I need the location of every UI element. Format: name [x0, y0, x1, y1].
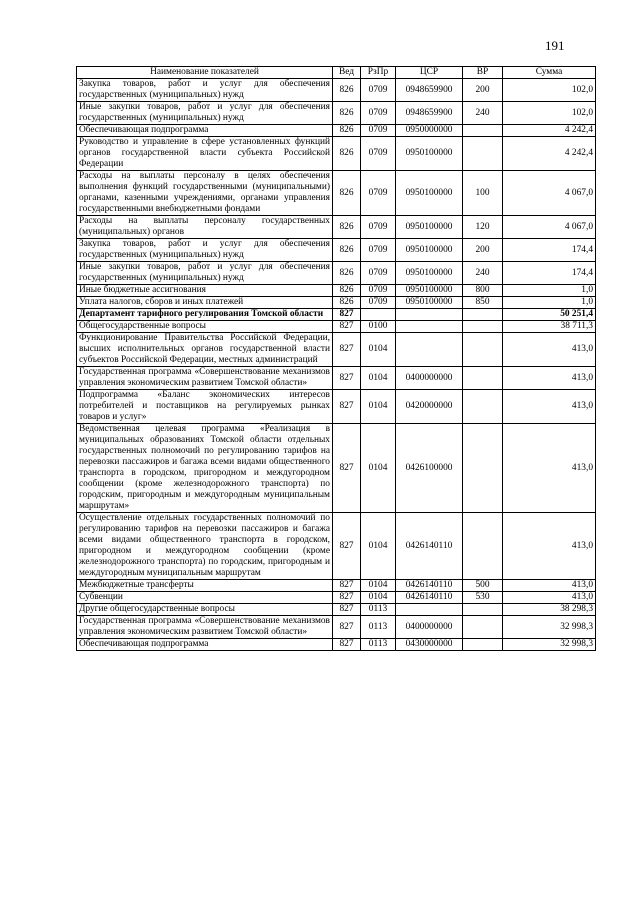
- row-name: Государственная программа «Совершенствование механизмов управления экономическим развитием Томской области»: [77, 616, 333, 639]
- table-row: [77, 592, 596, 604]
- row-vr: 500: [463, 580, 503, 592]
- table-row: [77, 102, 596, 125]
- row-rzpr: 0709: [361, 285, 396, 297]
- row-rzpr: 0709: [361, 262, 396, 285]
- row-sum: 38 298,3: [503, 604, 596, 616]
- header-ved: Вед: [333, 67, 361, 79]
- row-name: Ведомственная целевая программа «Реализация в муниципальных образованиях Томской области отдельных государственных полномочий по регулированию тарифов на перевозки пассажиров и багажа всеми видами общественного транспорта в городском, пригородном и междугородном сообщении (кроме железнодорожного транспорта) по городским, пригородным и междугородным муниципальным маршрутам»: [77, 424, 333, 513]
- table-row: [77, 333, 596, 367]
- table-row: [77, 616, 596, 639]
- row-vr: 200: [463, 239, 503, 262]
- row-ved: 827: [333, 390, 361, 424]
- row-ved: 827: [333, 309, 361, 321]
- table-row: [77, 297, 596, 309]
- row-name: Подпрограмма «Баланс экономических интересов потребителей и поставщиков на регулируемых рынках товаров и услуг»: [77, 390, 333, 424]
- row-sum: 174,4: [503, 239, 596, 262]
- row-name: Иные закупки товаров, работ и услуг для обеспечения государственных (муниципальных) нужд: [77, 262, 333, 285]
- table-row: [77, 79, 596, 102]
- row-vr: [463, 125, 503, 137]
- row-sum: 32 998,3: [503, 639, 596, 651]
- row-csr: 0950000000: [396, 125, 463, 137]
- row-sum: 413,0: [503, 390, 596, 424]
- row-rzpr: 0100: [361, 321, 396, 333]
- row-csr: 0950100000: [396, 216, 463, 239]
- row-sum: 38 711,3: [503, 321, 596, 333]
- table-header-row: [77, 67, 596, 79]
- row-name: Расходы на выплаты персоналу государственных (муниципальных) органов: [77, 216, 333, 239]
- table-row: [77, 367, 596, 390]
- budget-table: [76, 66, 596, 651]
- row-rzpr: 0709: [361, 125, 396, 137]
- row-ved: 827: [333, 424, 361, 513]
- row-sum: 1,0: [503, 285, 596, 297]
- row-sum: 4 242,4: [503, 137, 596, 171]
- row-vr: [463, 137, 503, 171]
- row-rzpr: 0104: [361, 580, 396, 592]
- row-name: Обеспечивающая подпрограмма: [77, 639, 333, 651]
- row-sum: 413,0: [503, 592, 596, 604]
- row-vr: 100: [463, 171, 503, 216]
- row-sum: 50 251,4: [503, 309, 596, 321]
- row-name: Закупка товаров, работ и услуг для обеспечения государственных (муниципальных) нужд: [77, 239, 333, 262]
- row-vr: 240: [463, 262, 503, 285]
- row-ved: 826: [333, 137, 361, 171]
- row-name: Расходы на выплаты персоналу в целях обеспечения выполнения функций государственными (муниципальными) органами, казенными учреждениями, органами управления государственными внебюджетными фондами: [77, 171, 333, 216]
- row-rzpr: 0104: [361, 333, 396, 367]
- row-csr: 0950100000: [396, 285, 463, 297]
- row-csr: [396, 309, 463, 321]
- row-csr: 0950100000: [396, 262, 463, 285]
- row-ved: 827: [333, 367, 361, 390]
- row-vr: 240: [463, 102, 503, 125]
- row-name: Обеспечивающая подпрограмма: [77, 125, 333, 137]
- row-vr: 120: [463, 216, 503, 239]
- table-row: [77, 639, 596, 651]
- row-ved: 826: [333, 262, 361, 285]
- row-csr: 0950100000: [396, 137, 463, 171]
- row-csr: 0430000000: [396, 639, 463, 651]
- row-ved: 827: [333, 616, 361, 639]
- row-sum: 413,0: [503, 513, 596, 580]
- row-csr: 0948659900: [396, 79, 463, 102]
- row-csr: 0950100000: [396, 171, 463, 216]
- row-ved: 827: [333, 321, 361, 333]
- table-row: [77, 239, 596, 262]
- page-number: 191: [545, 38, 565, 53]
- row-name: Осуществление отдельных государственных полномочий по регулированию тарифов на перевозки пассажиров и багажа всеми видами общественного транспорта в городском, пригородном и междугородном сообщении (кроме железнодорожного транспорта) по городским, пригородным и междугородным муниципальным маршрутам: [77, 513, 333, 580]
- row-rzpr: 0113: [361, 604, 396, 616]
- row-csr: 0426140110: [396, 580, 463, 592]
- row-name: Иные бюджетные ассигнования: [77, 285, 333, 297]
- row-rzpr: [361, 309, 396, 321]
- row-rzpr: 0709: [361, 137, 396, 171]
- header-name: Наименование показателей: [77, 67, 333, 79]
- budget-table-body: [77, 79, 596, 651]
- row-sum: 4 067,0: [503, 216, 596, 239]
- row-csr: 0948659900: [396, 102, 463, 125]
- row-vr: [463, 390, 503, 424]
- row-name: Иные закупки товаров, работ и услуг для обеспечения государственных (муниципальных) нужд: [77, 102, 333, 125]
- row-rzpr: 0709: [361, 79, 396, 102]
- row-vr: 530: [463, 592, 503, 604]
- row-ved: 826: [333, 125, 361, 137]
- row-vr: [463, 367, 503, 390]
- table-row: [77, 137, 596, 171]
- header-vr: ВР: [463, 67, 503, 79]
- row-rzpr: 0104: [361, 367, 396, 390]
- row-csr: 0400000000: [396, 616, 463, 639]
- row-ved: 827: [333, 592, 361, 604]
- row-vr: [463, 604, 503, 616]
- row-ved: 826: [333, 79, 361, 102]
- row-name: Другие общегосударственные вопросы: [77, 604, 333, 616]
- table-row: [77, 390, 596, 424]
- row-vr: 800: [463, 285, 503, 297]
- row-sum: 102,0: [503, 102, 596, 125]
- row-csr: 0950100000: [396, 297, 463, 309]
- row-csr: [396, 321, 463, 333]
- row-sum: 174,4: [503, 262, 596, 285]
- row-vr: [463, 333, 503, 367]
- row-vr: 850: [463, 297, 503, 309]
- row-sum: 1,0: [503, 297, 596, 309]
- row-sum: 413,0: [503, 367, 596, 390]
- row-rzpr: 0113: [361, 616, 396, 639]
- row-sum: 413,0: [503, 333, 596, 367]
- table-row: [77, 513, 596, 580]
- row-csr: 0420000000: [396, 390, 463, 424]
- table-row: [77, 424, 596, 513]
- table-row: [77, 604, 596, 616]
- row-sum: 102,0: [503, 79, 596, 102]
- row-rzpr: 0709: [361, 297, 396, 309]
- row-name: Функционирование Правительства Российской Федерации, высших исполнительных органов государственной власти субъектов Российской Федерации, местных администраций: [77, 333, 333, 367]
- table-row: [77, 216, 596, 239]
- row-ved: 826: [333, 171, 361, 216]
- row-ved: 826: [333, 297, 361, 309]
- row-ved: 827: [333, 580, 361, 592]
- row-name: Межбюджетные трансферты: [77, 580, 333, 592]
- row-csr: 0400000000: [396, 367, 463, 390]
- row-csr: [396, 333, 463, 367]
- row-name: Субвенции: [77, 592, 333, 604]
- row-name: Департамент тарифного регулирования Томской области: [77, 309, 333, 321]
- row-csr: 0426140110: [396, 513, 463, 580]
- row-sum: 32 998,3: [503, 616, 596, 639]
- row-rzpr: 0104: [361, 513, 396, 580]
- row-csr: 0426100000: [396, 424, 463, 513]
- row-ved: 827: [333, 639, 361, 651]
- row-ved: 827: [333, 604, 361, 616]
- row-rzpr: 0104: [361, 424, 396, 513]
- row-csr: [396, 604, 463, 616]
- row-rzpr: 0104: [361, 390, 396, 424]
- row-csr: 0950100000: [396, 239, 463, 262]
- row-rzpr: 0709: [361, 239, 396, 262]
- row-vr: [463, 616, 503, 639]
- row-sum: 413,0: [503, 424, 596, 513]
- table-row: [77, 285, 596, 297]
- row-sum: 413,0: [503, 580, 596, 592]
- row-name: Руководство и управление в сфере установленных функций органов государственной власти субъекта Российской Федерации: [77, 137, 333, 171]
- table-row: [77, 580, 596, 592]
- row-vr: [463, 639, 503, 651]
- row-name: Общегосударственные вопросы: [77, 321, 333, 333]
- row-vr: [463, 309, 503, 321]
- row-rzpr: 0709: [361, 102, 396, 125]
- table-row: [77, 262, 596, 285]
- row-rzpr: 0709: [361, 171, 396, 216]
- table-row: [77, 309, 596, 321]
- row-ved: 827: [333, 333, 361, 367]
- table-row: [77, 321, 596, 333]
- row-vr: [463, 424, 503, 513]
- row-vr: 200: [463, 79, 503, 102]
- row-sum: 4 242,4: [503, 125, 596, 137]
- row-name: Государственная программа «Совершенствование механизмов управления экономическим развитием Томской области»: [77, 367, 333, 390]
- row-ved: 826: [333, 285, 361, 297]
- row-ved: 826: [333, 102, 361, 125]
- row-ved: 826: [333, 239, 361, 262]
- row-name: Закупка товаров, работ и услуг для обеспечения государственных (муниципальных) нужд: [77, 79, 333, 102]
- table-row: [77, 125, 596, 137]
- header-csr: ЦСР: [396, 67, 463, 79]
- table-row: [77, 171, 596, 216]
- row-vr: [463, 513, 503, 580]
- row-ved: 827: [333, 513, 361, 580]
- row-rzpr: 0104: [361, 592, 396, 604]
- row-csr: 0426140110: [396, 592, 463, 604]
- row-rzpr: 0113: [361, 639, 396, 651]
- row-rzpr: 0709: [361, 216, 396, 239]
- row-ved: 826: [333, 216, 361, 239]
- row-sum: 4 067,0: [503, 171, 596, 216]
- row-name: Уплата налогов, сборов и иных платежей: [77, 297, 333, 309]
- header-sum: Сумма: [503, 67, 596, 79]
- row-vr: [463, 321, 503, 333]
- header-rzpr: РзПр: [361, 67, 396, 79]
